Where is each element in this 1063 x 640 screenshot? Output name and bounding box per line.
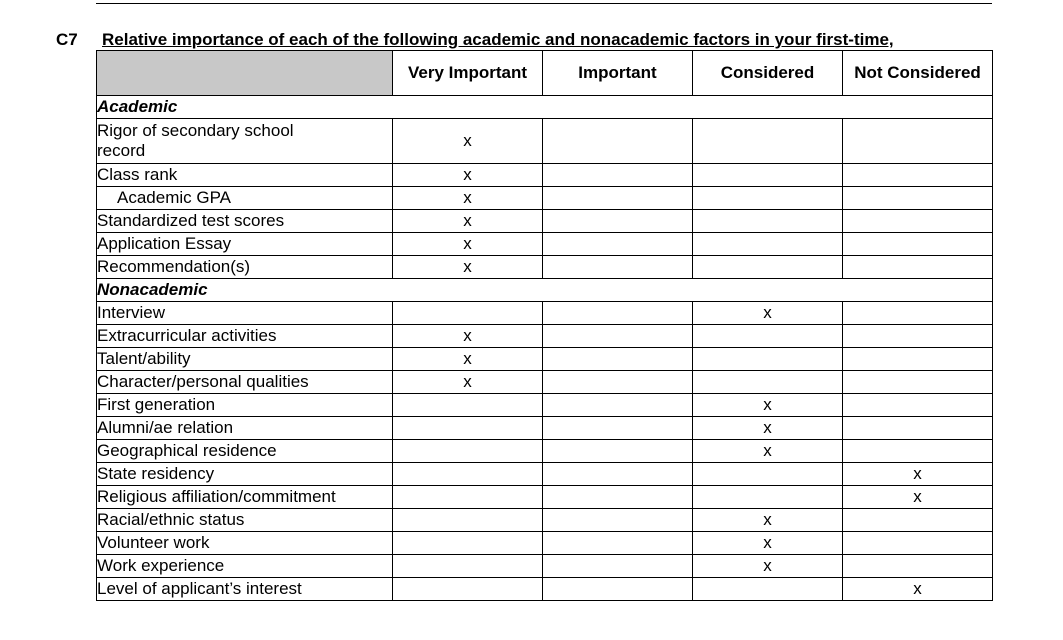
- table-row: [97, 394, 993, 417]
- category-row-academic: [97, 96, 993, 119]
- mark-cell: [393, 302, 543, 325]
- mark-cell: [693, 164, 843, 187]
- mark-cell: [843, 164, 993, 187]
- factor-label: Standardized test scores: [97, 210, 393, 233]
- mark-cell: x: [843, 486, 993, 509]
- section-code: C7: [56, 30, 78, 49]
- mark-cell: [843, 325, 993, 348]
- factor-label: Academic GPA: [97, 187, 393, 210]
- mark-cell: [843, 555, 993, 578]
- mark-cell: x: [393, 348, 543, 371]
- importance-table: [96, 50, 993, 601]
- mark-cell: [693, 233, 843, 256]
- mark-cell: [393, 486, 543, 509]
- mark-cell: x: [393, 325, 543, 348]
- mark-cell: [543, 164, 693, 187]
- factor-label: Interview: [97, 302, 393, 325]
- table-row: [97, 371, 993, 394]
- factor-label: Level of applicant’s interest: [97, 578, 393, 601]
- factor-label: Talent/ability: [97, 348, 393, 371]
- mark-cell: [543, 119, 693, 164]
- mark-cell: x: [393, 187, 543, 210]
- factor-label: First generation: [97, 394, 393, 417]
- mark-cell: x: [393, 164, 543, 187]
- table-row: [97, 233, 993, 256]
- mark-cell: [393, 440, 543, 463]
- mark-cell: x: [693, 509, 843, 532]
- mark-cell: x: [393, 371, 543, 394]
- mark-cell: [843, 348, 993, 371]
- mark-cell: [543, 440, 693, 463]
- mark-cell: [693, 187, 843, 210]
- mark-cell: [543, 532, 693, 555]
- mark-cell: x: [693, 440, 843, 463]
- column-header-important: Important: [543, 51, 693, 96]
- mark-cell: x: [393, 256, 543, 279]
- table-row: [97, 578, 993, 601]
- mark-cell: x: [393, 119, 543, 164]
- table-row: [97, 440, 993, 463]
- mark-cell: [543, 210, 693, 233]
- factor-label: State residency: [97, 463, 393, 486]
- mark-cell: x: [693, 555, 843, 578]
- mark-cell: x: [393, 233, 543, 256]
- mark-cell: [843, 119, 993, 164]
- mark-cell: [693, 578, 843, 601]
- table-row: [97, 210, 993, 233]
- mark-cell: [693, 325, 843, 348]
- mark-cell: [693, 371, 843, 394]
- mark-cell: [543, 256, 693, 279]
- mark-cell: [693, 486, 843, 509]
- column-header-considered: Considered: [693, 51, 843, 96]
- table-row: [97, 417, 993, 440]
- factor-label: Class rank: [97, 164, 393, 187]
- table-row: [97, 187, 993, 210]
- mark-cell: x: [393, 210, 543, 233]
- mark-cell: [543, 371, 693, 394]
- mark-cell: [693, 463, 843, 486]
- mark-cell: [543, 463, 693, 486]
- mark-cell: [543, 509, 693, 532]
- mark-cell: [543, 187, 693, 210]
- mark-cell: [693, 210, 843, 233]
- mark-cell: [543, 348, 693, 371]
- mark-cell: [543, 302, 693, 325]
- factor-label: Extracurricular activities: [97, 325, 393, 348]
- factor-label: Work experience: [97, 555, 393, 578]
- mark-cell: [843, 187, 993, 210]
- column-header-not-considered: Not Considered: [843, 51, 993, 96]
- factor-label: Religious affiliation/commitment: [97, 486, 393, 509]
- mark-cell: [843, 371, 993, 394]
- category-row-nonacademic: [97, 279, 993, 302]
- mark-cell: [543, 394, 693, 417]
- factor-label: Application Essay: [97, 233, 393, 256]
- mark-cell: x: [843, 463, 993, 486]
- mark-cell: x: [693, 417, 843, 440]
- mark-cell: x: [843, 578, 993, 601]
- question-title: Relative importance of each of the following academic and nonacademic factors in your first-time,: [102, 30, 894, 49]
- mark-cell: [843, 302, 993, 325]
- mark-cell: [393, 509, 543, 532]
- mark-cell: [693, 348, 843, 371]
- mark-cell: [543, 417, 693, 440]
- mark-cell: [693, 256, 843, 279]
- mark-cell: [543, 555, 693, 578]
- category-heading: Nonacademic: [97, 279, 993, 302]
- mark-cell: [393, 463, 543, 486]
- header-row: [97, 51, 993, 96]
- category-heading: Academic: [97, 96, 993, 119]
- mark-cell: [543, 233, 693, 256]
- mark-cell: [393, 578, 543, 601]
- factor-label: Character/personal qualities: [97, 371, 393, 394]
- table-row: [97, 463, 993, 486]
- mark-cell: [393, 555, 543, 578]
- table-body: [97, 96, 993, 601]
- mark-cell: [543, 486, 693, 509]
- table-row: [97, 164, 993, 187]
- table-row: [97, 486, 993, 509]
- mark-cell: [843, 509, 993, 532]
- mark-cell: [843, 233, 993, 256]
- table-row: [97, 119, 993, 164]
- factor-label: Recommendation(s): [97, 256, 393, 279]
- mark-cell: x: [693, 532, 843, 555]
- mark-cell: [543, 578, 693, 601]
- mark-cell: [843, 256, 993, 279]
- table-row: [97, 348, 993, 371]
- mark-cell: [843, 532, 993, 555]
- mark-cell: [393, 394, 543, 417]
- mark-cell: [693, 119, 843, 164]
- factor-label: Geographical residence: [97, 440, 393, 463]
- mark-cell: [543, 325, 693, 348]
- table-row: [97, 256, 993, 279]
- table-row: [97, 325, 993, 348]
- factor-label: Rigor of secondary school record: [97, 119, 393, 164]
- top-divider: [96, 3, 992, 4]
- mark-cell: x: [693, 394, 843, 417]
- factor-label: Racial/ethnic status: [97, 509, 393, 532]
- table-row: [97, 532, 993, 555]
- table-row: [97, 509, 993, 532]
- mark-cell: x: [693, 302, 843, 325]
- mark-cell: [843, 394, 993, 417]
- factor-label: Alumni/ae relation: [97, 417, 393, 440]
- mark-cell: [393, 417, 543, 440]
- header-corner-cell: [97, 51, 393, 96]
- mark-cell: [843, 440, 993, 463]
- table-row: [97, 302, 993, 325]
- mark-cell: [393, 532, 543, 555]
- mark-cell: [843, 417, 993, 440]
- table-row: [97, 555, 993, 578]
- factor-label: Volunteer work: [97, 532, 393, 555]
- column-header-very-important: Very Important: [393, 51, 543, 96]
- mark-cell: [843, 210, 993, 233]
